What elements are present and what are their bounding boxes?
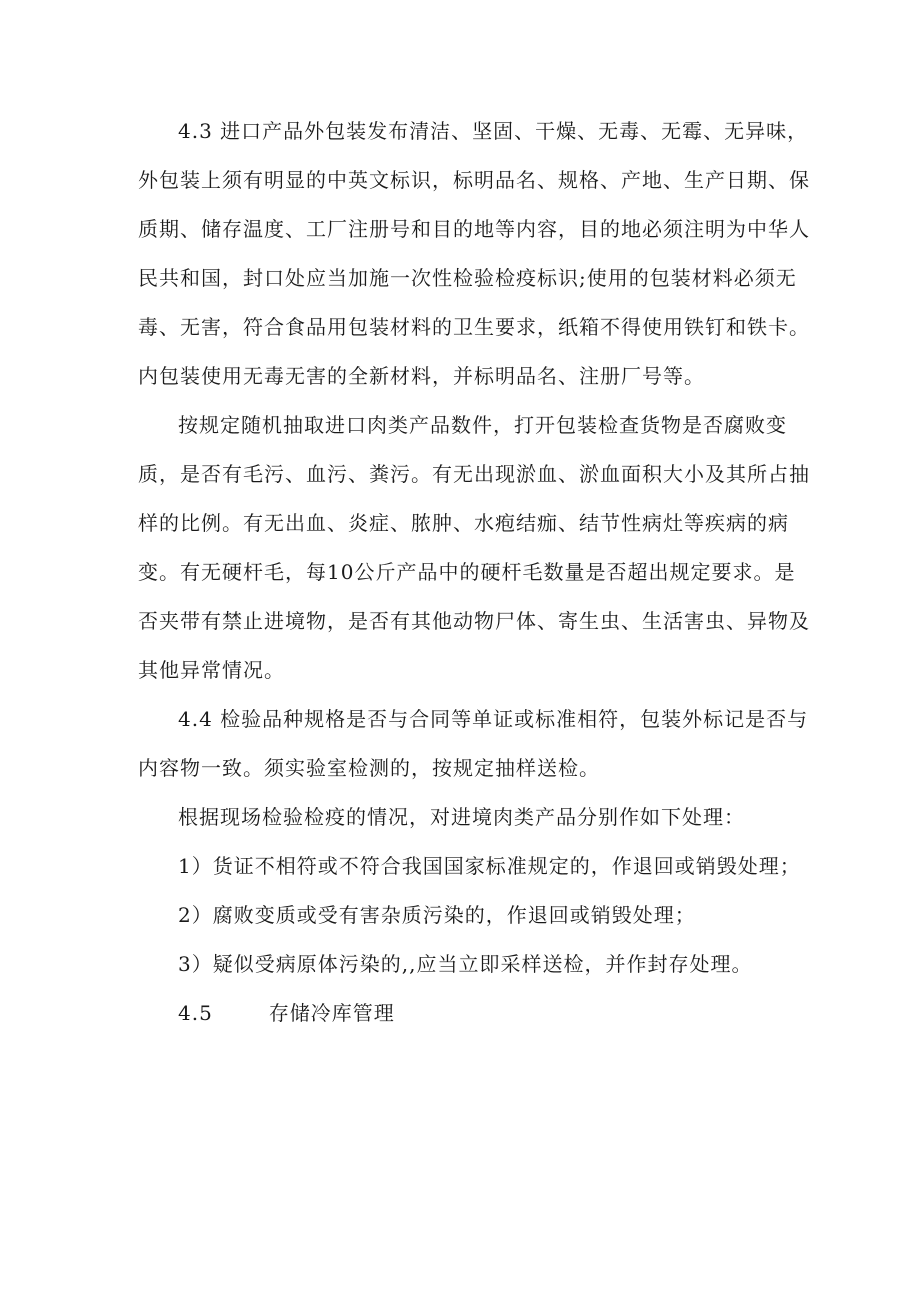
list-item: 3）疑似受病原体污染的,,应当立即采样送检，并作封存处理。	[178, 952, 753, 976]
section-4-5-heading	[178, 1000, 395, 1026]
paragraph-line: 质期、储存温度、工厂注册号和目的地等内容，目的地必须注明为中华人	[138, 217, 810, 241]
section-number: 4.5	[178, 1001, 213, 1025]
paragraph-line: 外包装上须有明显的中英文标识，标明品名、规格、产地、生产日期、保	[138, 168, 810, 192]
paragraph-line: 变。有无硬杆毛，每10公斤产品中的硬杆毛数量是否超出规定要求。是	[138, 560, 796, 584]
paragraph-line: 样的比例。有无出血、炎症、脓肿、水疱结痂、结节性病灶等疾病的病	[138, 511, 789, 535]
paragraph-line: 内包装使用无毒无害的全新材料，并标明品名、注册厂号等。	[138, 364, 705, 388]
paragraph-line: 毒、无害，符合食品用包装材料的卫生要求，纸箱不得使用铁钉和铁卡。	[138, 315, 810, 339]
paragraph-line: 按规定随机抽取进口肉类产品数件，打开包装检查货物是否腐败变	[178, 413, 787, 437]
paragraph-line: 4.4 检验品种规格是否与合同等单证或标准相符，包装外标记是否与	[178, 707, 809, 731]
handling-intro: 根据现场检验检疫的情况，对进境肉类产品分别作如下处理：	[178, 805, 745, 829]
paragraph-line: 其他异常情况。	[138, 658, 285, 682]
list-item: 2）腐败变质或受有害杂质污染的，作退回或销毁处理；	[178, 903, 696, 927]
paragraph-line: 内容物一致。须实验室检测的，按规定抽样送检。	[138, 756, 600, 780]
paragraph-line: 4.3 进口产品外包装发布清洁、坚固、干燥、无毒、无霉、无异味，	[178, 119, 809, 143]
paragraph-line: 否夹带有禁止进境物，是否有其他动物尸体、寄生虫、生活害虫、异物及	[138, 609, 810, 633]
paragraph-line: 民共和国，封口处应当加施一次性检验检疫标识;使用的包装材料必须无	[138, 266, 797, 290]
section-title: 存储冷库管理	[268, 1001, 395, 1025]
paragraph-line: 质，是否有毛污、血污、粪污。有无出现淤血、淤血面积大小及其所占抽	[138, 462, 810, 486]
list-item: 1）货证不相符或不符合我国国家标准规定的，作退回或销毁处理；	[178, 854, 801, 878]
